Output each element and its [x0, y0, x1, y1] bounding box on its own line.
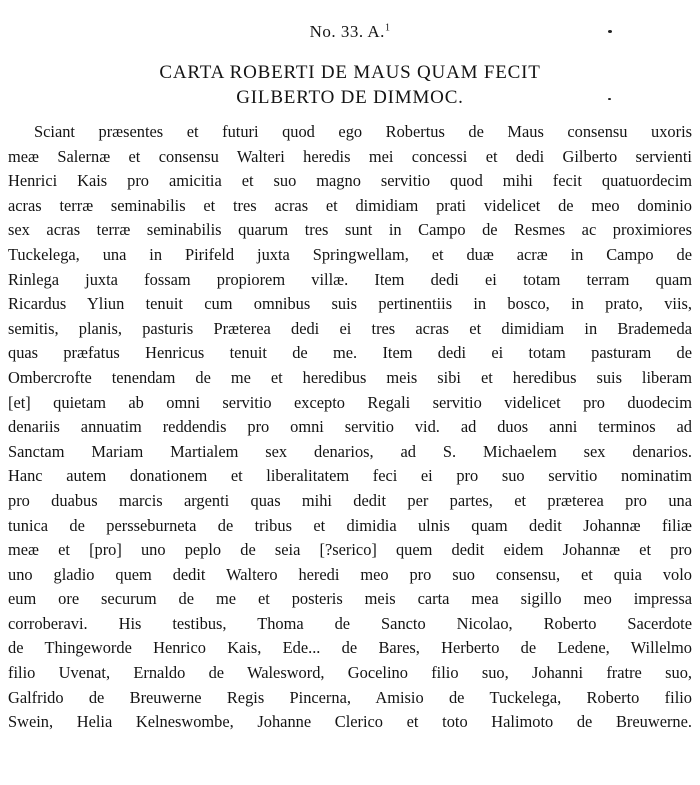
text-line: Ombercrofte tenendam de me et heredibus meis sibi et heredibus suis liberam — [8, 367, 692, 387]
scan-speck — [608, 30, 612, 33]
text-line: uno gladio quem dedit Waltero heredi meo pro suo consensu, et quia volo — [8, 564, 692, 584]
text-line: meæ Salernæ et consensu Walteri heredis mei concessi et dedi Gilberto servienti — [8, 146, 692, 166]
title-line: GILBERTO DE DIMMOC. — [236, 87, 464, 108]
text-line: Rinlega juxta fossam propiorem villæ. Item dedi ei totam terram quam — [8, 269, 692, 289]
document-number-text: No. 33. A. — [309, 22, 385, 41]
text-line: eum ore securum de me et posteris meis carta mea sigillo meo impressa — [8, 589, 692, 609]
charter-title — [0, 60, 700, 110]
text-line: semitis, planis, pasturis Præterea dedi ei tres acras et dimidiam in Brademeda — [8, 318, 692, 338]
document-number — [0, 22, 700, 42]
title-line: CARTA ROBERTI DE MAUS QUAM FECIT — [159, 62, 541, 83]
charter-text — [8, 120, 692, 735]
text-line: filio Uvenat, Ernaldo de Walesword, Gocelino filio suo, Johanni fratre suo, — [8, 663, 692, 683]
footnote-mark: 1 — [384, 22, 391, 34]
text-line: Galfrido de Breuwerne Regis Pincerna, Amisio de Tuckelega, Roberto filio — [8, 687, 692, 707]
text-line: Swein, Helia Kelneswombe, Johanne Clerico et toto Halimoto de Breuwerne. — [8, 712, 692, 732]
text-line: Tuckelega, una in Pirifeld juxta Springwellam, et duæ acræ in Campo de — [8, 244, 692, 264]
text-line: acras terræ seminabilis et tres acras et dimidiam prati videlicet de meo dominio — [8, 195, 692, 215]
text-line: quas præfatus Henricus tenuit de me. Item dedi ei totam pasturam de — [8, 343, 692, 363]
text-line: Hanc autem donationem et liberalitatem feci ei pro suo servitio nominatim — [8, 466, 692, 486]
text-line: Henrici Kais pro amicitia et suo magno servitio quod mihi fecit quatuordecim — [8, 171, 692, 191]
text-line: Ricardus Yliun tenuit cum omnibus suis pertinentiis in bosco, in prato, viis, — [8, 294, 692, 314]
text-line: meæ et [pro] uno peplo de seia [?serico] quem dedit eidem Johannæ et pro — [8, 540, 692, 560]
text-line: pro duabus marcis argenti quas mihi dedit per partes, et præterea pro una — [8, 490, 692, 510]
text-line: sex acras terræ seminabilis quarum tres sunt in Campo de Resmes ac proximiores — [8, 220, 692, 240]
text-line: de Thingeworde Henrico Kais, Ede... de Bares, Herberto de Ledene, Willelmo — [8, 638, 692, 658]
text-line: tunica de persseburneta de tribus et dimidia ulnis quam dedit Johannæ filiæ — [8, 515, 692, 535]
text-line: denariis annuatim reddendis pro omni servitio vid. ad duos anni terminos ad — [8, 417, 692, 437]
scan-speck — [608, 98, 611, 100]
text-line: Sciant præsentes et futuri quod ego Robertus de Maus consensu uxoris — [34, 122, 692, 141]
text-line: Sanctam Mariam Martialem sex denarios, ad S. Michaelem sex denarios. — [8, 441, 692, 461]
text-line: [et] quietam ab omni servitio excepto Regali servitio videlicet pro duodecim — [8, 392, 692, 412]
text-line: corroberavi. His testibus, Thoma de Sancto Nicolao, Roberto Sacerdote — [8, 613, 692, 633]
